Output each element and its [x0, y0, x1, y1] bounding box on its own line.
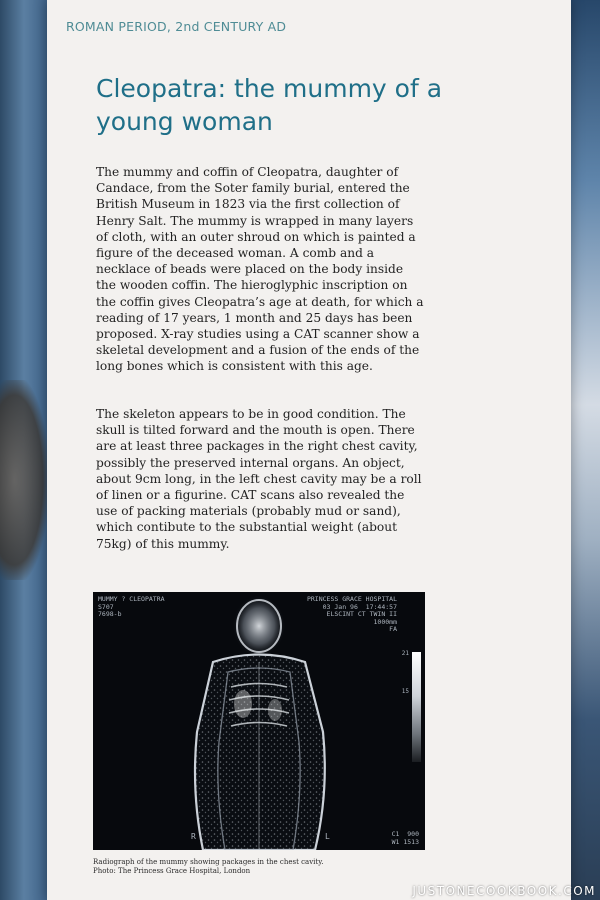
- caption-line-1: Radiograph of the mummy showing packages in the chest cavity.: [93, 858, 324, 866]
- description-paragraph-1: The mummy and coffin of Cleopatra, daughter of Candace, from the Soter family burial, entered the British Museum in 1823 via the first collection of Henry Salt. The mummy is wrapped in many layers of cloth, with an outer shroud on which is painted a figure of the deceased woman. A comb and a necklace of beads were placed on the body inside the wooden coffin. The hieroglyphic inscription on the coffin gives Cleopatra’s age at death, for which a reading of 17 years, 1 month and 25 days has been proposed. X-ray studies using a CAT scanner show a skeletal development and a fusion of the ends of the long bones which is consistent with this age.: [96, 165, 424, 374]
- description-paragraph-2: The skeleton appears to be in good condition. The skull is tilted forward and the mouth is open. There are at least three packages in the right chest cavity, possibly the preserved internal organs. An object, about 9cm long, in the left chest cavity may be a roll of linen or a figurine. CAT scans also revealed the use of packing materials (probably mud or sand), which contibute to the substantial weight (about 75kg) of this mummy.: [96, 407, 422, 551]
- scan-label-bottom-right: C1 900 W1 1513: [391, 830, 419, 846]
- scan-marker-right: R: [191, 831, 196, 841]
- period-label: ROMAN PERIOD, 2nd CENTURY AD: [66, 19, 287, 34]
- image-caption: [93, 858, 433, 876]
- sign-title: Cleopatra: the mummy of a young woman: [96, 74, 443, 136]
- ct-scan-radiograph: [93, 592, 425, 850]
- scan-label-top-right: PRINCESS GRACE HOSPITAL 03 Jan 96 17:44:57 ELSCINT CT TWIN II 1000mm FA: [306, 595, 397, 633]
- background-left-blur: [0, 380, 48, 580]
- grayscale-bar: [412, 652, 421, 762]
- site-watermark: JUSTONECOOKBOOK.COM: [412, 884, 596, 898]
- scale-mark-mid: 15: [401, 688, 409, 695]
- scan-marker-left: L: [325, 831, 330, 841]
- scale-mark-top: 21: [401, 650, 409, 657]
- caption-line-2: Photo: The Princess Grace Hospital, London: [93, 867, 251, 875]
- scan-label-top-left: MUMMY ? CLEOPATRA S707 7698-b: [98, 595, 165, 618]
